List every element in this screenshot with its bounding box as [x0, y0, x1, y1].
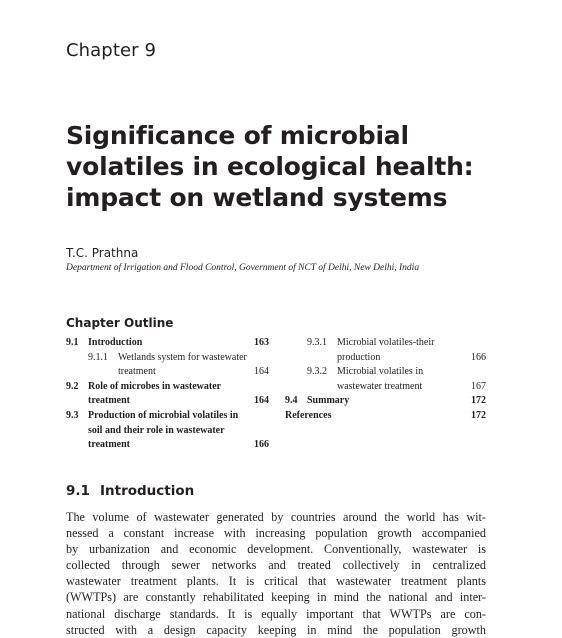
- chapter-title: [66, 120, 473, 213]
- toc-entry[interactable]: [285, 409, 486, 424]
- toc-entry[interactable]: [285, 394, 486, 409]
- toc-entry-number: 9.3: [66, 409, 79, 421]
- toc-column-right: [285, 336, 486, 424]
- paragraph-line: (WWTPs) are constantly rehabilitated keeping in mind the national and inter-: [66, 590, 486, 605]
- toc-entry-text-line: Summary: [307, 395, 350, 407]
- author-affiliation: Department of Irrigation and Flood Control, Government of NCT of Delhi, New Delhi, India: [66, 263, 420, 273]
- toc-entry-number: 9.1: [66, 337, 79, 348]
- toc-entry-number: 9.3.1: [307, 337, 327, 348]
- toc-entry[interactable]: [66, 409, 269, 453]
- toc-entry-text-line: Microbial volatiles-their: [337, 337, 435, 348]
- toc-entry[interactable]: [285, 365, 486, 394]
- toc-entry-page: 166: [254, 439, 269, 451]
- chapter-label: Chapter 9: [66, 40, 157, 61]
- toc-entry-text-line: production: [337, 351, 381, 363]
- body-paragraph: [66, 509, 486, 638]
- toc-entry-number: 9.4: [285, 395, 298, 407]
- toc-entry[interactable]: [66, 380, 269, 409]
- paragraph-line: by urbanization and economic development. Conventionally, wastewater is: [66, 542, 486, 557]
- toc-entry-page: 164: [254, 395, 269, 407]
- toc-entry-page: 172: [471, 409, 486, 421]
- author-name: T.C. Prathna: [66, 246, 139, 260]
- toc-entry[interactable]: [66, 336, 269, 351]
- title-line: volatiles in ecological health:: [66, 152, 474, 181]
- toc-entry-text-line: Microbial volatiles in: [337, 366, 424, 378]
- toc-entry-number: 9.2: [66, 380, 79, 392]
- toc-entry-number: 9.3.2: [307, 366, 327, 378]
- toc-entry-text-line: wastewater treatment: [337, 380, 423, 392]
- paragraph-line: structed with a design capacity keeping in mind the population growth: [66, 622, 486, 637]
- title-line: impact on wetland systems: [66, 183, 448, 212]
- section-heading: [66, 483, 194, 499]
- toc-entry-text-line: Wetlands system for wastewater: [118, 351, 247, 363]
- toc-entry-text-line: treatment: [88, 395, 131, 407]
- toc-entry-text-line: Introduction: [88, 337, 143, 348]
- paragraph-line: wastewater treatment plants. It is critical that wastewater treatment plants: [66, 574, 486, 589]
- toc-entry[interactable]: [285, 336, 486, 365]
- toc-column-left: [66, 336, 269, 453]
- section-number: 9.1: [66, 483, 90, 499]
- toc-entry-page: 172: [471, 395, 486, 407]
- toc-entry-text-line: Production of microbial volatiles in: [88, 409, 239, 421]
- paragraph-line: nessed a constant increase with increasing population growth accompanied: [66, 526, 486, 541]
- toc-entry-text-line: References: [285, 409, 332, 421]
- chapter-outline-heading: Chapter Outline: [66, 316, 174, 330]
- toc-entry-page: 166: [471, 351, 486, 363]
- toc-entry-text-line: treatment: [88, 439, 131, 451]
- toc-entry-page: 167: [471, 380, 486, 392]
- toc-entry[interactable]: [66, 351, 269, 380]
- paragraph-line: The volume of wastewater generated by countries around the world has wit-: [66, 510, 486, 524]
- toc-entry-text-line: Role of microbes in wastewater: [88, 380, 222, 392]
- toc-entry-page: 163: [254, 337, 269, 348]
- toc-entry-text-line: treatment: [118, 366, 156, 378]
- title-line: Significance of microbial: [66, 121, 409, 150]
- toc-entry-number: 9.1.1: [88, 351, 108, 363]
- toc-entry-text-line: soil and their role in wastewater: [88, 424, 225, 436]
- paragraph-line: national discharge standards. It is equally important that WWTPs are con-: [66, 606, 486, 621]
- toc-entry-page: 164: [254, 366, 269, 378]
- paragraph-line: collected through sewer networks and treated collectively in centralized: [66, 558, 486, 573]
- section-title: Introduction: [100, 483, 195, 499]
